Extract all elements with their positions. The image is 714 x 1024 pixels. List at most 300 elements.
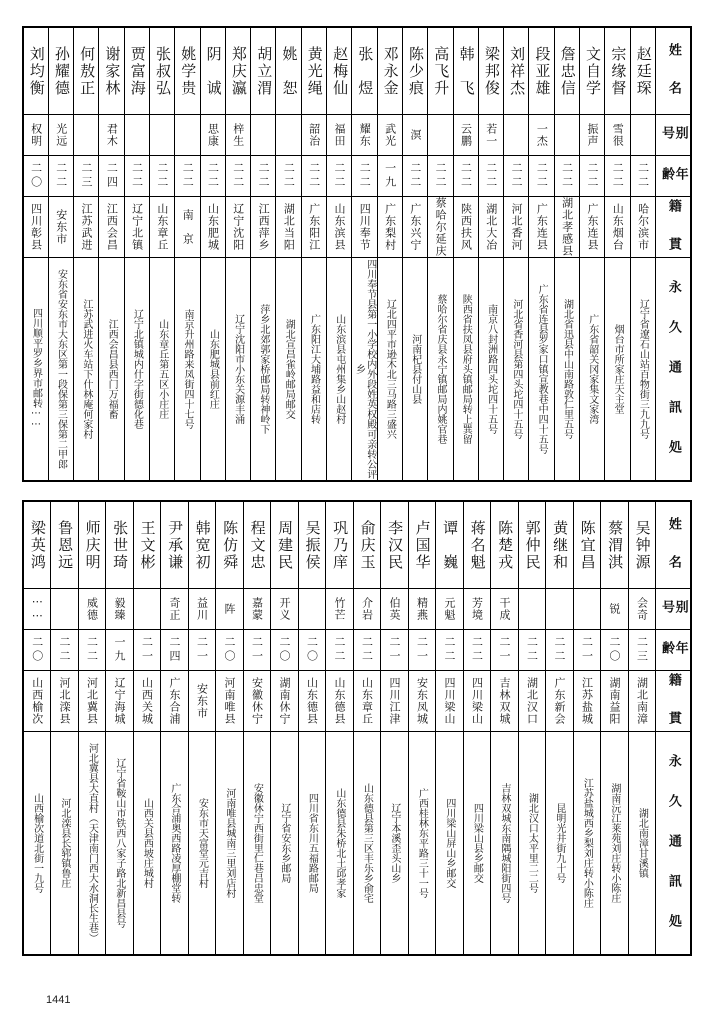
cell-text: 四川梁山县乡邮交 — [471, 803, 483, 883]
cell-text: 谢家林 — [103, 45, 122, 97]
cell-age — [546, 630, 574, 671]
cell-native — [298, 671, 326, 732]
cell-alias — [463, 589, 491, 630]
cell-text: 四川奉节 — [358, 203, 372, 251]
table-row — [23, 115, 691, 156]
table-row — [23, 258, 691, 482]
cell-age — [428, 156, 453, 197]
cell-text: 二二 — [459, 162, 473, 190]
cell-age — [630, 156, 655, 197]
cell-name — [580, 27, 605, 115]
cell-alias — [529, 115, 554, 156]
cell-text: 刘祥杰 — [508, 45, 527, 97]
cell-text: 四川省东川五福路邮局 — [306, 793, 318, 893]
cell-text: 二二 — [58, 636, 72, 664]
cell-name — [402, 27, 427, 115]
cell-name — [504, 27, 529, 115]
cell-text: 元魁 — [443, 597, 457, 621]
cell-alias — [580, 115, 605, 156]
cell-native — [225, 197, 250, 258]
cell-name — [546, 501, 574, 589]
cell-text: 一九 — [383, 162, 397, 190]
cell-alias — [352, 115, 377, 156]
cell-text: 蔡哈尔省庆县永宁镇邮局内姚官巷 — [434, 294, 446, 444]
cell-alias — [23, 589, 51, 630]
cell-native — [529, 197, 554, 258]
cell-alias — [99, 115, 124, 156]
cell-name — [353, 501, 381, 589]
cell-address — [504, 258, 529, 482]
cell-name — [243, 501, 271, 589]
cell-text: 萍乡北郊郭家桥邮局转神岭下 — [257, 304, 269, 434]
cell-age — [381, 630, 409, 671]
cell-name — [74, 27, 99, 115]
cell-text: 辽北四平市逊木北三马路三盛兴 — [384, 299, 396, 439]
cell-alias — [327, 115, 352, 156]
cell-text: 湖北孝感县 — [560, 197, 574, 257]
cell-text: 思康 — [206, 123, 220, 147]
cell-alias — [428, 115, 453, 156]
cell-alias — [74, 115, 99, 156]
cell-native — [200, 197, 225, 258]
cell-text: 山东肥城县前红庄 — [207, 329, 219, 409]
cell-name — [327, 27, 352, 115]
cell-name — [188, 501, 216, 589]
cell-age — [601, 630, 629, 671]
cell-text: 二二 — [206, 162, 220, 190]
header-alias — [656, 589, 692, 638]
cell-alias — [628, 589, 656, 630]
cell-native — [251, 197, 276, 258]
cell-text: 赵梅仙 — [331, 45, 350, 97]
cell-text: 谭 巍 — [441, 519, 460, 571]
cell-age — [353, 630, 381, 671]
cell-text: 四川彰县 — [29, 203, 43, 251]
cell-native — [175, 197, 200, 258]
cell-text: 蒋名魁 — [468, 519, 487, 571]
cell-text: 四川奉节县第一小学校内外段姓英权殿可亲转公评乡 — [353, 259, 376, 479]
cell-text: 陈宜昌 — [578, 519, 597, 571]
cell-text: 赵廷琛 — [634, 45, 653, 97]
cell-address — [478, 258, 503, 482]
cell-address — [99, 258, 124, 482]
cell-address — [463, 732, 491, 956]
cell-text: 四川江津 — [388, 677, 402, 725]
header-text: 姓 名 — [665, 516, 681, 574]
cell-name — [428, 27, 453, 115]
cell-text: 湖北汉口太平里二二号 — [526, 793, 538, 893]
cell-text: 辽宁北镇城内什字街德化巷 — [131, 309, 143, 429]
cell-alias — [605, 115, 630, 156]
cell-alias — [188, 589, 216, 630]
cell-text: 二二 — [282, 162, 296, 190]
cell-name — [124, 27, 149, 115]
header-text: 别 号 — [659, 125, 688, 164]
cell-name — [276, 27, 301, 115]
cell-text: 辽宁沈阳 — [231, 203, 245, 251]
cell-name — [630, 27, 655, 115]
cell-text: 二二 — [257, 162, 271, 190]
cell-text: 二二 — [636, 162, 650, 190]
table-row — [23, 671, 691, 732]
cell-native — [23, 671, 51, 732]
header-name — [656, 501, 692, 589]
cell-age — [74, 156, 99, 197]
cell-alias — [298, 589, 326, 630]
cell-text: 高飞升 — [432, 45, 451, 97]
cell-text: 河南唯县城南三里刘店村 — [223, 788, 235, 898]
header-native — [656, 197, 692, 258]
cell-address — [175, 258, 200, 482]
cell-address — [402, 258, 427, 482]
cell-native — [628, 671, 656, 732]
cell-text: 黄光绳 — [305, 45, 324, 97]
cell-native — [353, 671, 381, 732]
cell-text: 二三 — [635, 636, 649, 664]
cell-text: 福田 — [332, 123, 346, 147]
cell-text: 广东省韶关冈家集文家湾 — [586, 314, 598, 424]
cell-name — [48, 27, 73, 115]
cell-text: 二〇 — [30, 636, 44, 664]
cell-alias — [402, 115, 427, 156]
cell-text: 邓永金 — [381, 45, 400, 97]
cell-age — [478, 156, 503, 197]
cell-address — [554, 258, 579, 482]
cell-native — [381, 671, 409, 732]
cell-text: 山东滨县屯州集乡山赵村 — [333, 314, 345, 424]
cell-age — [518, 630, 546, 671]
cell-native — [546, 671, 574, 732]
cell-name — [601, 501, 629, 589]
cell-age — [463, 630, 491, 671]
cell-native — [554, 197, 579, 258]
cell-text: 李汉民 — [386, 519, 405, 571]
cell-text: 奇正 — [168, 597, 182, 621]
cell-alias — [175, 115, 200, 156]
cell-text: 江苏盐城 — [580, 677, 594, 725]
cell-text: 竹芒 — [333, 597, 347, 621]
cell-text: 二二 — [611, 162, 625, 190]
cell-alias — [48, 115, 73, 156]
cell-text: 二一 — [580, 636, 594, 664]
cell-address — [605, 258, 630, 482]
cell-name — [298, 501, 326, 589]
cell-alias — [381, 589, 409, 630]
cell-name — [529, 27, 554, 115]
cell-alias — [243, 589, 271, 630]
cell-text: 文自学 — [584, 45, 603, 97]
cell-age — [276, 156, 301, 197]
cell-text: 江苏盐城西乡梨刘庄转小陈庄 — [581, 778, 593, 908]
cell-native — [377, 197, 402, 258]
cell-text: 南京八封洲路四头坨四十五号 — [485, 304, 497, 434]
cell-age — [188, 630, 216, 671]
cell-alias — [133, 589, 161, 630]
cell-text: 广东梨村 — [383, 203, 397, 251]
cell-alias — [106, 589, 134, 630]
cell-text: 韩 飞 — [457, 45, 476, 97]
cell-text: 吴振侯 — [303, 519, 322, 571]
cell-alias — [78, 589, 106, 630]
cell-text: 二二 — [85, 636, 99, 664]
cell-text: 二二 — [155, 162, 169, 190]
cell-text: 二二 — [181, 162, 195, 190]
cell-text: 广东阳江大埔路益和店转 — [308, 314, 320, 424]
cell-text: 二〇 — [608, 636, 622, 664]
cell-address — [51, 732, 79, 956]
cell-native — [78, 671, 106, 732]
cell-name — [23, 501, 51, 589]
cell-alias — [504, 115, 529, 156]
cell-name — [301, 27, 326, 115]
cell-native — [605, 197, 630, 258]
cell-text: 二一 — [140, 636, 154, 664]
cell-name — [175, 27, 200, 115]
header-text: 永 久 通 訊 処 — [665, 753, 681, 933]
cell-text: 江苏武进 — [80, 203, 94, 251]
cell-alias — [573, 589, 601, 630]
table-row — [23, 630, 691, 671]
cell-alias — [225, 115, 250, 156]
table-row — [23, 732, 691, 956]
cell-native — [74, 197, 99, 258]
cell-alias — [124, 115, 149, 156]
cell-text: 俞庆玉 — [358, 519, 377, 571]
cell-age — [580, 156, 605, 197]
page-folio: 1441 — [46, 994, 71, 1006]
cell-alias — [149, 115, 174, 156]
cell-text: 武光 — [383, 123, 397, 147]
cell-text: 广东连县 — [535, 203, 549, 251]
cell-text: 二二 — [408, 162, 422, 190]
cell-text: 辽宁省安东乡邮局 — [278, 803, 290, 883]
cell-text: 二二 — [443, 636, 457, 664]
cell-text: 二〇 — [305, 636, 319, 664]
cell-native — [504, 197, 529, 258]
cell-text: 云鹏 — [459, 123, 473, 147]
cell-text: 益川 — [195, 597, 209, 621]
cell-name — [518, 501, 546, 589]
cell-text: 二二 — [553, 636, 567, 664]
cell-text: 二二 — [231, 162, 245, 190]
cell-address — [518, 732, 546, 956]
cell-text: 二二 — [358, 162, 372, 190]
header-native — [656, 671, 692, 732]
cell-native — [133, 671, 161, 732]
cell-text: 阴 诚 — [204, 45, 223, 97]
cell-age — [504, 156, 529, 197]
cell-native — [216, 671, 244, 732]
cell-text: 二二 — [525, 636, 539, 664]
cell-text: 二〇 — [278, 636, 292, 664]
cell-native — [326, 671, 354, 732]
cell-text: 二二 — [333, 636, 347, 664]
cell-text: 陈仿舜 — [221, 519, 240, 571]
cell-text: 二四 — [105, 162, 119, 190]
cell-native — [573, 671, 601, 732]
cell-native — [327, 197, 352, 258]
cell-text: 湖北南漳甘溪镇 — [636, 808, 648, 878]
cell-text: 湖南休宁 — [278, 677, 292, 725]
cell-address — [124, 258, 149, 482]
cell-text: 湖北大冶 — [484, 203, 498, 251]
cell-text: 广东连县 — [585, 203, 599, 251]
cell-name — [554, 27, 579, 115]
cell-native — [352, 197, 377, 258]
cell-age — [106, 630, 134, 671]
cell-text: 刘均衡 — [27, 45, 46, 97]
cell-text: 江苏武进火车站下什林庵何家村 — [80, 299, 92, 439]
cell-text: 湖北宣昌雀岭邮局邮交 — [283, 319, 295, 419]
cell-text: 鲁恩远 — [56, 519, 75, 571]
cell-native — [436, 671, 464, 732]
cell-text: 周建民 — [276, 519, 295, 571]
cell-text: 二一 — [415, 636, 429, 664]
cell-address — [428, 258, 453, 482]
cell-age — [51, 630, 79, 671]
cell-text: 湖北省迅县中山南路敦仁里五号 — [561, 299, 573, 439]
cell-text: 南京升州路来凤街四十七号 — [182, 309, 194, 429]
cell-name — [478, 27, 503, 115]
cell-text: 烟台市所家庄天主堂 — [612, 324, 624, 414]
cell-text: 郑庆瀛 — [229, 45, 248, 97]
cell-text: 陕西扶风 — [459, 203, 473, 251]
cell-text: 蔡哈尔延庆 — [434, 197, 448, 257]
cell-name — [381, 501, 409, 589]
cell-address — [377, 258, 402, 482]
cell-text: 山东德县 — [305, 677, 319, 725]
cell-text: 山东德县第三区丰乐乡俞宅 — [361, 783, 373, 903]
cell-text: 吉林双城 — [498, 677, 512, 725]
header-text: 年 齢 — [659, 166, 688, 205]
cell-native — [478, 197, 503, 258]
cell-text: 陈楚戎 — [496, 519, 515, 571]
cell-alias — [453, 115, 478, 156]
cell-age — [48, 156, 73, 197]
table-row — [23, 27, 691, 115]
cell-text: 卢国华 — [413, 519, 432, 571]
header-text: 年 齢 — [659, 640, 688, 679]
cell-age — [99, 156, 124, 197]
cell-name — [161, 501, 189, 589]
cell-address — [149, 258, 174, 482]
cell-text: 程文忠 — [248, 519, 267, 571]
cell-alias — [23, 115, 48, 156]
cell-text: 昆明光井街九十号 — [553, 803, 565, 883]
cell-alias — [518, 589, 546, 630]
cell-text: 广东阳江 — [307, 203, 321, 251]
cell-address — [436, 732, 464, 956]
cell-address — [601, 732, 629, 956]
cell-name — [23, 27, 48, 115]
cell-name — [271, 501, 299, 589]
cell-native — [99, 197, 124, 258]
cell-text: 孙耀德 — [52, 45, 71, 97]
cell-text: 郭仲民 — [523, 519, 542, 571]
cell-text: 山东章丘第五区小庄庄 — [156, 319, 168, 419]
cell-native — [23, 197, 48, 258]
cell-native — [428, 197, 453, 258]
cell-name — [149, 27, 174, 115]
cell-native — [402, 197, 427, 258]
cell-alias — [251, 115, 276, 156]
cell-text: 湖北南漳 — [635, 677, 649, 725]
cell-address — [580, 258, 605, 482]
cell-text: 陈少痕 — [406, 45, 425, 97]
cell-address — [251, 258, 276, 482]
cell-text: 二二 — [510, 162, 524, 190]
cell-address — [276, 258, 301, 482]
cell-age — [161, 630, 189, 671]
cell-text: 二一 — [195, 636, 209, 664]
cell-age — [23, 156, 48, 197]
cell-native — [601, 671, 629, 732]
cell-text: 四川顺平罗乡界市邮转⋯⋯ — [30, 308, 42, 430]
cell-address — [133, 732, 161, 956]
cell-text: ⋯⋯ — [30, 595, 44, 623]
cell-address — [216, 732, 244, 956]
cell-text: 詹忠信 — [558, 45, 577, 97]
cell-alias — [161, 589, 189, 630]
cell-native — [408, 671, 436, 732]
cell-text: 胡立渭 — [255, 45, 274, 97]
cell-text: 辽宁沈阳市小东关源丰涌 — [232, 314, 244, 424]
cell-address — [352, 258, 377, 482]
cell-text: 王文彬 — [138, 519, 157, 571]
cell-text: 湖北当阳 — [282, 203, 296, 251]
cell-text: 张叔弘 — [154, 45, 172, 97]
cell-text: 精燕 — [415, 597, 429, 621]
cell-native — [491, 671, 519, 732]
cell-name — [78, 501, 106, 589]
cell-text: 辽宁本溪歪头山乡 — [388, 803, 400, 883]
cell-text: 贾富海 — [128, 45, 147, 97]
cell-text: 梓生 — [231, 123, 245, 147]
cell-text: 四川梁山屏山乡邮交 — [443, 798, 455, 888]
cell-name — [491, 501, 519, 589]
header-text: 别 号 — [659, 599, 688, 638]
cell-text: 广西桂林东平路三十一号 — [416, 788, 428, 898]
cell-text: 伯英 — [388, 597, 402, 621]
cell-alias — [546, 589, 574, 630]
cell-text: 山东德县 — [333, 677, 347, 725]
cell-text: 段亚雄 — [533, 45, 552, 97]
cell-alias — [276, 115, 301, 156]
cell-address — [353, 732, 381, 956]
cell-text: 二二 — [434, 162, 448, 190]
cell-native — [106, 671, 134, 732]
cell-native — [301, 197, 326, 258]
cell-text: 河北滦县长郓镇鲁庄 — [58, 798, 70, 888]
cell-alias — [554, 115, 579, 156]
cell-age — [301, 156, 326, 197]
cell-text: 山西榆次道北街一九号 — [31, 793, 43, 893]
cell-text: 张 煜 — [356, 45, 375, 97]
cell-address — [298, 732, 326, 956]
cell-alias — [301, 115, 326, 156]
cell-name — [573, 501, 601, 589]
cell-text: 山西关城 — [140, 677, 154, 725]
cell-name — [326, 501, 354, 589]
cell-native — [48, 197, 73, 258]
header-text: 籍 貫 — [665, 672, 681, 730]
cell-address — [48, 258, 73, 482]
cell-text: 哈尔滨市 — [636, 203, 650, 251]
cell-text: 二二 — [307, 162, 321, 190]
cell-text: 介岩 — [360, 597, 374, 621]
cell-native — [276, 197, 301, 258]
cell-age — [453, 156, 478, 197]
